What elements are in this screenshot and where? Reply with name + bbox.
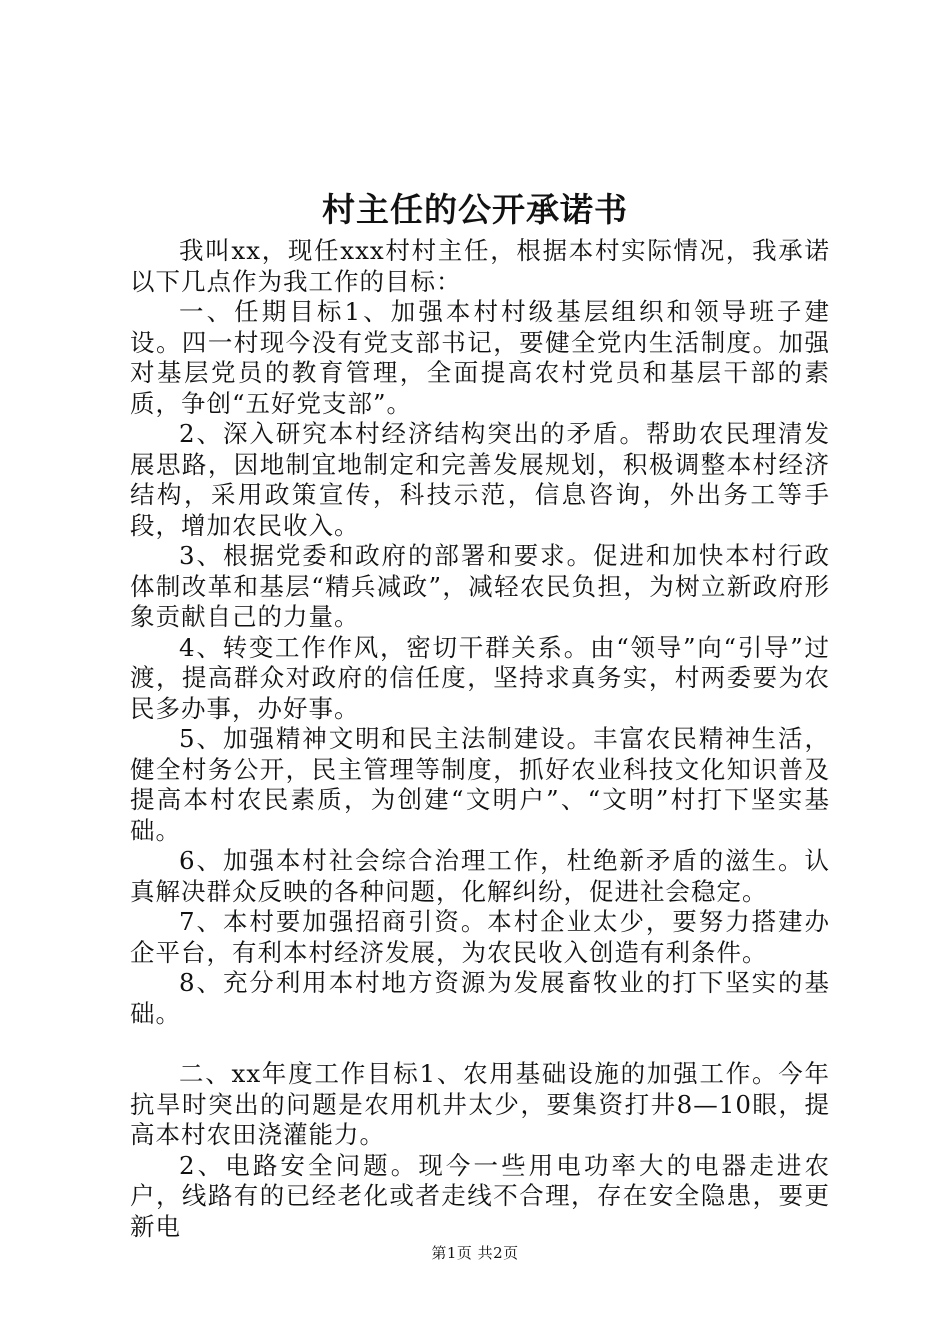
paragraph-goal-6: 6、加强本村社会综合治理工作，杜绝新矛盾的滋生。认真解决群众反映的各种问题，化解纠纷，促进社会稳定。	[130, 846, 830, 906]
paragraph-goal-2: 2、深入研究本村经济结构突出的矛盾。帮助农民理清发展思路，因地制宜地制定和完善发展规划，积极调整本村经济结构，采用政策宣传，科技示范，信息咨询，外出务工等手段，增加农民收入。	[130, 419, 830, 540]
document-title: 村主任的公开承诺书	[322, 190, 628, 229]
paragraph-goal-3: 3、根据党委和政府的部署和要求。促进和加快本村行政体制改革和基层“精兵减政”，减轻农民负担，为树立新政府形象贡献自己的力量。	[130, 541, 830, 631]
page-number-footer: 第1页 共2页	[431, 1244, 519, 1262]
paragraph-intro: 我叫xx，现任xxx村村主任，根据本村实际情况，我承诺以下几点作为我工作的目标：	[130, 236, 830, 296]
paragraph-goal-7: 7、本村要加强招商引资。本村企业太少，要努力搭建办企平台，有利本村经济发展，为农民收入创造有利条件。	[130, 907, 830, 967]
paragraph-goal-4: 4、转变工作作风，密切干群关系。由“领导”向“引导”过渡，提高群众对政府的信任度，坚持求真务实，村两委要为农民多办事，办好事。	[130, 632, 830, 723]
document-body	[130, 236, 830, 1242]
paragraph-goal-5: 5、加强精神文明和民主法制建设。丰富农民精神生活，健全村务公开，民主管理等制度，抓好农业科技文化知识普及提高本村农民素质，为创建“文明户”、“文明”村打下坚实基础。	[130, 724, 830, 845]
paragraph-goal-8: 8、充分利用本村地方资源为发展畜牧业的打下坚实的基础。	[130, 968, 830, 1028]
paragraph-goal-1: 一、任期目标1、加强本村村级基层组织和领导班子建设。四一村现今没有党支部书记，要健全党内生活制度。加强对基层党员的教育管理，全面提高农村党员和基层干部的素质，争创“五好党支部”。	[130, 297, 830, 418]
paragraph-annual-goal-2: 2、电路安全问题。现今一些用电功率大的电器走进农户，线路有的已经老化或者走线不合理，存在安全隐患，要更新电	[130, 1150, 830, 1241]
paragraph-annual-goal-1: 二、xx年度工作目标1、农用基础设施的加强工作。今年抗旱时突出的问题是农用机井太少，要集资打井8—10眼，提高本村农田浇灌能力。	[130, 1059, 830, 1149]
